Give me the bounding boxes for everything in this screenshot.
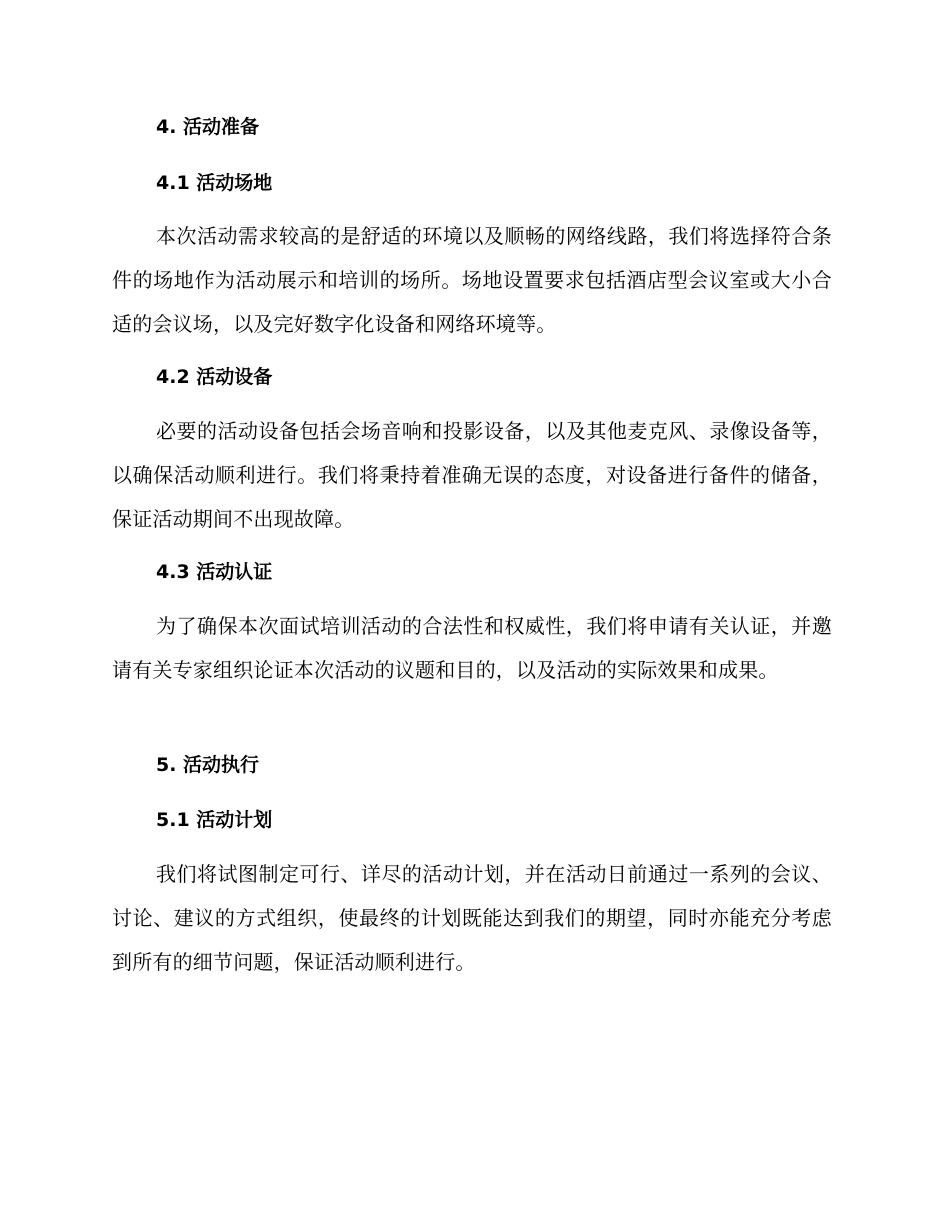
heading-4: 4. 活动准备 (156, 116, 260, 138)
heading-4-3: 4.3 活动认证 (156, 561, 273, 583)
paragraph-4-2: 必要的活动设备包括会场音响和投影设备，以及其他麦克风、录像设备等，以确保活动顺利进行。我们将秉持着准确无误的态度，对设备进行备件的储备，保证活动期间不出现故障。 (112, 419, 832, 531)
heading-5-1: 5.1 活动计划 (156, 809, 273, 831)
heading-4-1: 4.1 活动场地 (156, 172, 273, 194)
heading-5: 5. 活动执行 (156, 754, 260, 776)
paragraph-5-1: 我们将试图制定可行、详尽的活动计划，并在活动日前通过一系列的会议、讨论、建议的方式组织，使最终的计划既能达到我们的期望，同时亦能充分考虑到所有的细节问题，保证活动顺利进行。 (112, 862, 832, 974)
paragraph-4-3: 为了确保本次面试培训活动的合法性和权威性，我们将申请有关认证，并邀请有关专家组织论证本次活动的议题和目的，以及活动的实际效果和成果。 (112, 614, 832, 682)
paragraph-4-1: 本次活动需求较高的是舒适的环境以及顺畅的网络线路，我们将选择符合条件的场地作为活动展示和培训的场所。场地设置要求包括酒店型会议室或大小合适的会议场，以及完好数字化设备和网络环境等。 (112, 224, 832, 336)
heading-4-2: 4.2 活动设备 (156, 366, 273, 388)
